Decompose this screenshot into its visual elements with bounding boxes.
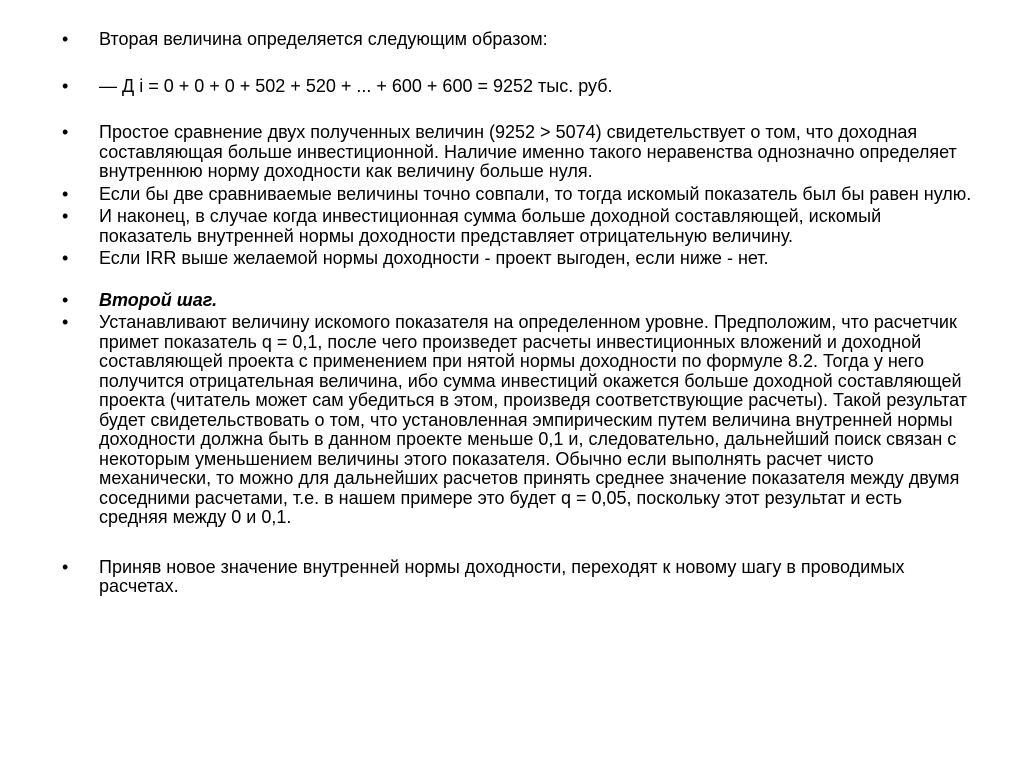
bullet-item-formula: [62, 77, 972, 97]
bullet-item-irr-rule: [62, 249, 972, 269]
bullet-icon: •: [62, 29, 69, 49]
bullet-icon: •: [62, 122, 69, 142]
bullet-icon: •: [62, 289, 69, 310]
bullet-text: Второй шаг.: [99, 289, 218, 310]
bullet-text: Устанавливают величину искомого показателя на определенном уровне. Предположим, что расчетчик примет показатель q = 0,1, после чего произведет расчеты инвестиционных вложений и доходной составляющей проекта с применением при нятой нормы доходности по формуле 8.2. Тогда у него получится отрицательная величина, ибо сумма инвестиций окажется больше доходной составляющей проекта (читатель может сам убедиться в этом, произведя соответствующие расчеты). Такой результат будет свидетельствовать о том, что установленная эмпирическим путем величина внутренней нормы доходности должна быть в данном проекте меньше 0,1 и, следовательно, дальнейший поиск связан с некоторым уменьшением величины этого показателя. Обычно если выполнять расчет чисто механически, то можно для дальнейших расчетов принять среднее значение показателя между двумя соседними расчетами, т.е. в нашем примере это будет q = 0,05, поскольку этот результат и есть средняя между 0 и 0,1.: [99, 312, 967, 527]
bullet-list: [62, 30, 972, 597]
bullet-item-second-step-body: [62, 313, 972, 528]
bullet-icon: •: [62, 248, 69, 268]
bullet-icon: •: [62, 312, 69, 332]
bullet-icon: •: [62, 206, 69, 226]
bullet-item-negative-case: [62, 207, 972, 246]
bullet-item-next-step: [62, 558, 972, 597]
bullet-icon: •: [62, 75, 69, 96]
bullet-text: Простое сравнение двух полученных величин (9252 > 5074) свидетельствует о том, что доходная составляющая больше инвестиционной. Наличие именно такого неравенства однозначно определяет внутреннюю норму доходности как величину больше нуля.: [99, 122, 957, 181]
bullet-text: — Д i = 0 + 0 + 0 + 502 + 520 + ... + 600 + 600 = 9252 тыс. руб.: [99, 75, 613, 96]
bullet-text: Если IRR выше желаемой нормы доходности - проект выгоден, если ниже - нет.: [99, 248, 769, 268]
bullet-item-second-value: [62, 30, 972, 50]
bullet-text: Вторая величина определяется следующим образом:: [99, 29, 548, 49]
bullet-item-comparison: [62, 123, 972, 182]
bullet-text: Приняв новое значение внутренней нормы доходности, переходят к новому шагу в проводимых расчетах.: [99, 556, 905, 596]
bullet-text: Если бы две сравниваемые величины точно совпали, то тогда искомый показатель был бы равен нулю.: [99, 183, 972, 204]
bullet-icon: •: [62, 183, 69, 204]
bullet-icon: •: [62, 556, 69, 577]
bullet-item-equal-case: [62, 185, 972, 205]
bullet-text: И наконец, в случае когда инвестиционная сумма больше доходной составляющей, искомый показатель внутренней нормы доходности представляет отрицательную величину.: [99, 206, 882, 246]
bullet-item-second-step-heading: [62, 291, 972, 311]
